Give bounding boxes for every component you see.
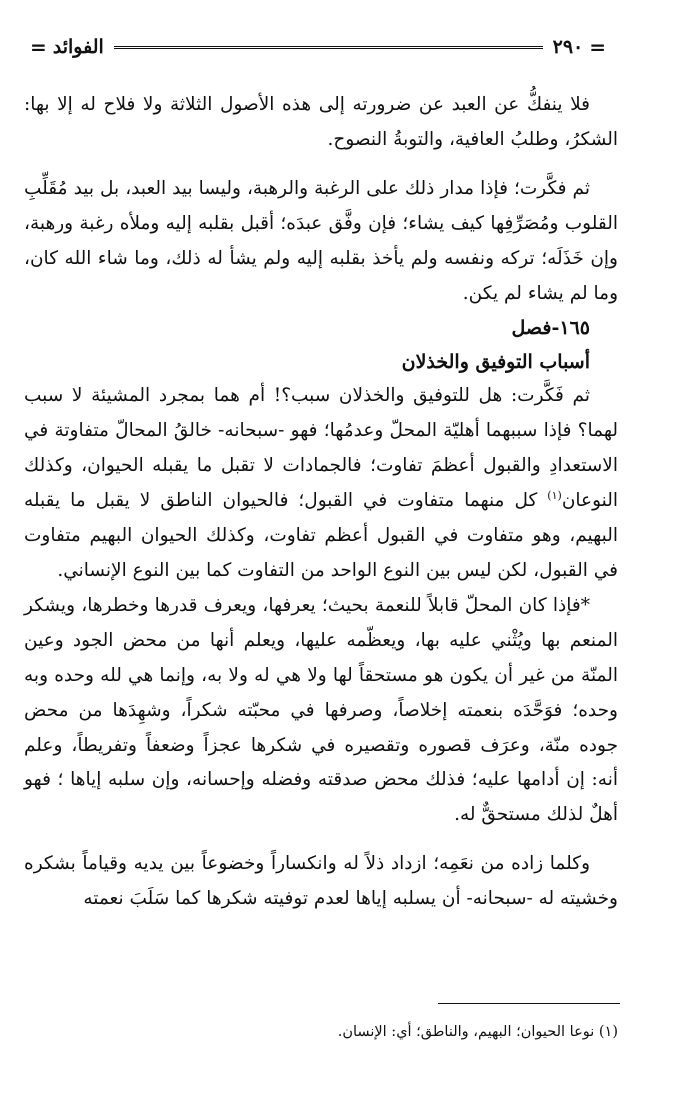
header-dash-left: = [30,35,47,59]
footnote: (١) نوعا الحيوان؛ البهيم، والناطق؛ أي: الإنسان. [337,1024,618,1040]
header-rule [114,46,543,49]
section-title: أسباب التوفيق والخذلان [401,351,590,374]
paragraph-3-part-2: كل منهما متفاوت في القبول؛ فالحيوان الناطق لا يقبل ما يقبله البهيم، وهو متفاوت في القبول أعظم تفاوت، وكذلك الحيوان البهيم متفاوت في القبول، لكن ليس بين النوع الواحد من التفاوت كما بين النوع الإنساني. [24,490,618,581]
paragraph-1: فلا ينفكُّ عن العبد عن ضرورته إلى هذه الأصول الثلاثة ولا فلاح له إلا بها: الشكرُ، وطلبُ العافية، والتوبةُ النصوح. [24,94,618,150]
header-dash-right: = [589,35,606,59]
paragraph-4: *فإذا كان المحلّ قابلاً للنعمة بحيث؛ يعرفها، ويعرف قدرها وخطرها، ويشكر المنعم بها ويُثْني عليه بها، ويعظّمه عليها، ويعلم أنها من محض الجود وعين المنّة من غير أن يكون هو مستحقاً لها ولا هي له ولا به، وإنما هي لله وحده وبه وحده؛ فوَحَّدَه بنعمته إخلاصاً، وصرفها في محبّته شكراً، وشهِدَها من محض جوده منّة، وعرَف قصوره وتقصيره في شكرها عجزاً وضعفاً وتفريطاً، وعلم أنه: إن أدامها عليه؛ فذلك محض صدقته وفضله وإحسانه، وإن سلبه إياها ؛ فهو أهلٌ لذلك مستحقٌّ له. [24,594,618,826]
section-number: ١٦٥-فصل [511,317,590,340]
footnote-divider [438,1003,620,1004]
body-text [24,88,618,917]
paragraph-5: وكلما زاده من نعَمِه؛ ازداد ذلاً له وانكساراً وخضوعاً بين يديه وقياماً بشكره وخشيته له -سبحانه- أن يسلبه إياها لعدم توفيته شكرها كما سَلَبَ نعمته [24,853,618,910]
paragraph-2: ثم فكَّرت؛ فإذا مدار ذلك على الرغبة والرهبة، وليسا بيد العبد، بل بيد مُقَلِّبِ القلوب ومُصَرِّفِها كيف يشاء؛ فإن وفَّق عبدَه؛ أقبل بقلبه إليه وملأه رغبة ورهبة، وإن خَذَلَه؛ تركه ونفسه ولم يأخذ بقلبه إليه ولم يشأ له ذلك، وما شاء الله كان، وما لم يشاء لم يكن. [24,177,618,304]
paragraph-3-part-1: ثم فَكَّرت: هل للتوفيق والخذلان سبب؟! أم هما بمجرد المشيئة لا سبب لهما؟ فإذا سببهما أهليّة المحلّ وعدمُها؛ فهو -سبحانه- خالقُ المحالّ متفاوتة في الاستعدادِ والقبول أعظمَ تفاوت؛ فالجمادات لا تقبل ما يقبله الحيوان، وكذلك النوعان [24,385,618,512]
paragraph-3 [24,379,618,588]
footnote-reference: (١) [547,489,562,502]
running-header [24,30,612,64]
page-number: ٢٩٠ [552,36,584,58]
book-title: الفوائد [52,36,104,58]
